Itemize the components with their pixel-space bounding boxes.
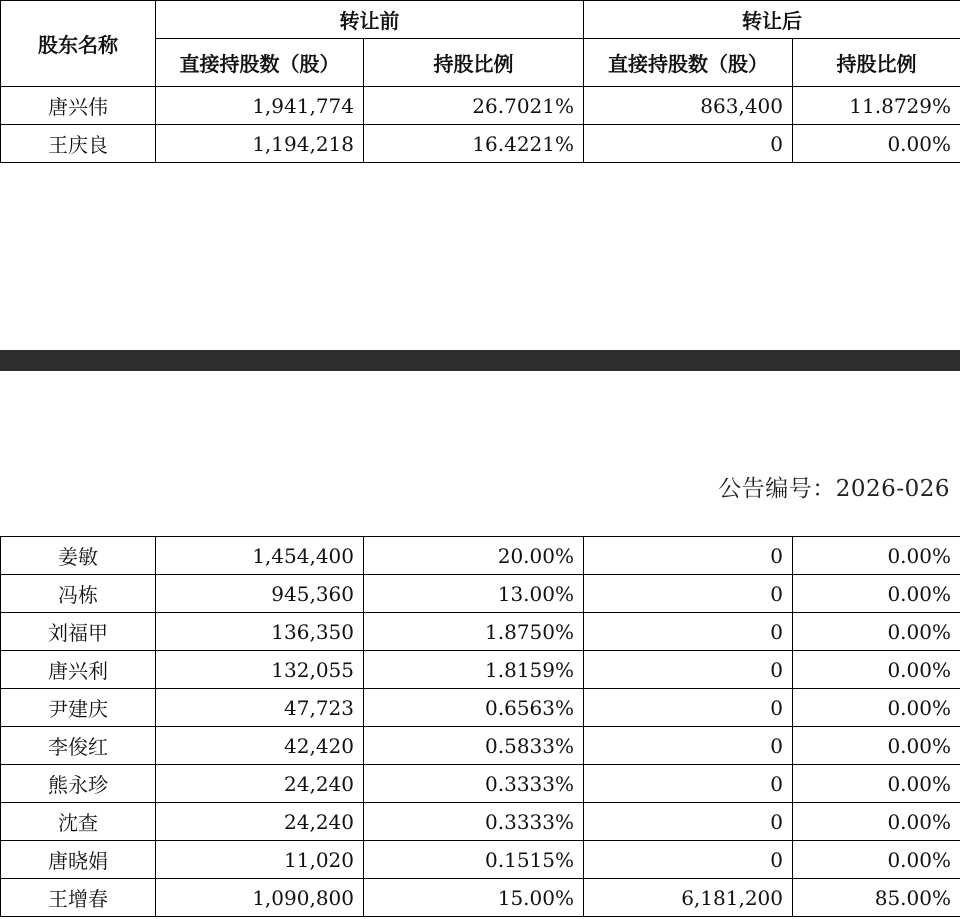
table-row (1, 651, 960, 689)
header-shareholder-name: 股东名称 (1, 1, 156, 87)
cell-shareholder-name: 熊永珍 (1, 765, 156, 803)
cell-shareholder-name: 姜敏 (1, 537, 156, 575)
cell-after-shares: 0 (584, 537, 793, 575)
cell-after-ratio: 11.8729% (793, 87, 960, 125)
table-row (1, 879, 960, 917)
cell-before-shares: 132,055 (156, 651, 364, 689)
cell-after-ratio: 0.00% (793, 841, 960, 879)
cell-before-ratio: 0.5833% (364, 727, 584, 765)
table-row (1, 537, 960, 575)
cell-before-ratio: 0.1515% (364, 841, 584, 879)
table-row (1, 125, 960, 163)
cell-after-ratio: 0.00% (793, 727, 960, 765)
cell-before-shares: 24,240 (156, 803, 364, 841)
cell-shareholder-name: 尹建庆 (1, 689, 156, 727)
cell-before-shares: 1,454,400 (156, 537, 364, 575)
cell-shareholder-name: 唐兴伟 (1, 87, 156, 125)
cell-before-ratio: 0.6563% (364, 689, 584, 727)
cell-after-ratio: 0.00% (793, 537, 960, 575)
cell-before-shares: 136,350 (156, 613, 364, 651)
cell-after-ratio: 0.00% (793, 765, 960, 803)
cell-before-shares: 42,420 (156, 727, 364, 765)
shareholding-table-bottom (0, 536, 960, 917)
table-row (1, 575, 960, 613)
cell-after-shares: 0 (584, 125, 793, 163)
cell-shareholder-name: 沈查 (1, 803, 156, 841)
cell-after-shares: 0 (584, 689, 793, 727)
cell-before-shares: 24,240 (156, 765, 364, 803)
table-row (1, 765, 960, 803)
cell-shareholder-name: 刘福甲 (1, 613, 156, 651)
header-after-direct-shares: 直接持股数（股） (584, 39, 793, 87)
cell-shareholder-name: 李俊红 (1, 727, 156, 765)
cell-before-ratio: 0.3333% (364, 765, 584, 803)
cell-after-ratio: 0.00% (793, 613, 960, 651)
cell-after-shares: 0 (584, 651, 793, 689)
cell-before-ratio: 0.3333% (364, 803, 584, 841)
cell-shareholder-name: 唐兴利 (1, 651, 156, 689)
header-after-transfer: 转让后 (584, 1, 960, 39)
cell-before-ratio: 26.7021% (364, 87, 584, 125)
header-after-share-ratio: 持股比例 (793, 39, 960, 87)
cell-before-shares: 945,360 (156, 575, 364, 613)
cell-before-shares: 1,194,218 (156, 125, 364, 163)
cell-before-ratio: 1.8750% (364, 613, 584, 651)
table-row (1, 613, 960, 651)
cell-shareholder-name: 冯栋 (1, 575, 156, 613)
cell-after-ratio: 0.00% (793, 575, 960, 613)
cell-shareholder-name: 王庆良 (1, 125, 156, 163)
cell-before-shares: 1,090,800 (156, 879, 364, 917)
cell-before-ratio: 16.4221% (364, 125, 584, 163)
cell-after-shares: 0 (584, 575, 793, 613)
header-before-direct-shares: 直接持股数（股） (156, 39, 364, 87)
table-row (1, 841, 960, 879)
table-row (1, 803, 960, 841)
cell-before-ratio: 15.00% (364, 879, 584, 917)
cell-shareholder-name: 唐晓娟 (1, 841, 156, 879)
page-break-band (0, 350, 960, 371)
cell-after-shares: 0 (584, 613, 793, 651)
table-row (1, 87, 960, 125)
cell-before-ratio: 20.00% (364, 537, 584, 575)
cell-after-ratio: 85.00% (793, 879, 960, 917)
cell-after-shares: 0 (584, 727, 793, 765)
cell-before-ratio: 1.8159% (364, 651, 584, 689)
cell-after-ratio: 0.00% (793, 651, 960, 689)
cell-after-shares: 0 (584, 841, 793, 879)
cell-after-shares: 863,400 (584, 87, 793, 125)
cell-before-shares: 47,723 (156, 689, 364, 727)
cell-before-ratio: 13.00% (364, 575, 584, 613)
cell-after-ratio: 0.00% (793, 803, 960, 841)
cell-after-shares: 0 (584, 765, 793, 803)
cell-after-shares: 0 (584, 803, 793, 841)
table-row (1, 689, 960, 727)
announcement-number: 公告编号：2026-026 (718, 476, 950, 502)
cell-after-ratio: 0.00% (793, 689, 960, 727)
header-row-group (1, 1, 960, 39)
cell-after-ratio: 0.00% (793, 125, 960, 163)
header-before-transfer: 转让前 (156, 1, 584, 39)
shareholding-table-top (0, 0, 960, 163)
cell-after-shares: 6,181,200 (584, 879, 793, 917)
cell-shareholder-name: 王增春 (1, 879, 156, 917)
cell-before-shares: 1,941,774 (156, 87, 364, 125)
cell-before-shares: 11,020 (156, 841, 364, 879)
table-row (1, 727, 960, 765)
header-before-share-ratio: 持股比例 (364, 39, 584, 87)
